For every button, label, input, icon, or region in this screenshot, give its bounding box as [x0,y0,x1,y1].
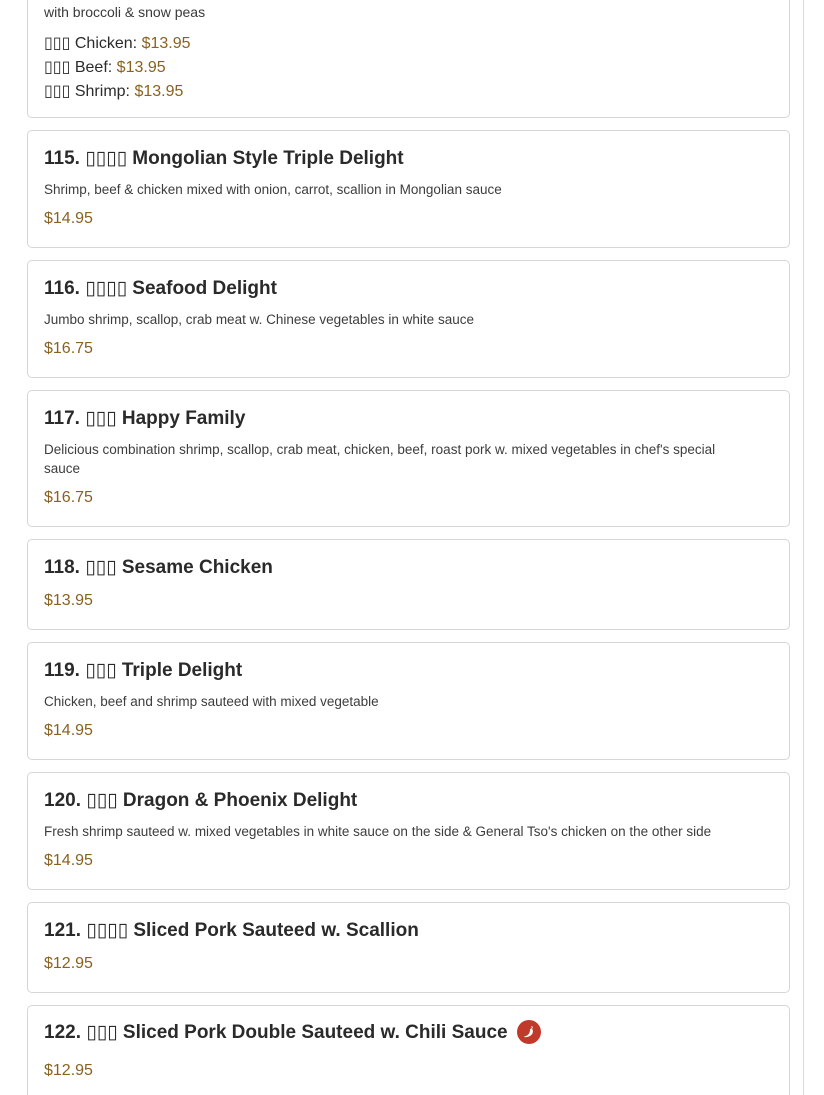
item-description: with broccoli & snow peas [44,4,206,20]
menu-item-card[interactable] [27,902,790,993]
item-title: 122. ▯▯▯ Sliced Pork Double Sauteed w. Chili Sauce [44,1021,508,1043]
item-title-row [44,1020,541,1044]
option-chicken[interactable] [44,33,191,53]
item-description: Chicken, beef and shrimp sauteed with mixed vegetable [44,694,379,709]
menu-item-card[interactable] [27,1005,790,1095]
item-title: 120. ▯▯▯ Dragon & Phoenix Delight [44,790,358,811]
menu-item-card[interactable] [27,390,790,527]
option-label: ▯▯▯ Shrimp: [44,83,130,100]
menu-item-card[interactable] [27,0,790,118]
option-beef[interactable] [44,57,166,77]
item-title: 115. ▯▯▯▯ Mongolian Style Triple Delight [44,148,404,169]
item-title: 119. ▯▯▯ Triple Delight [44,660,243,681]
option-price: $13.95 [116,59,166,76]
option-price: $13.95 [141,35,191,52]
menu-item-card[interactable] [27,260,790,378]
option-label: ▯▯▯ Chicken: [44,35,138,52]
menu-item-card[interactable] [27,130,790,248]
option-label: ▯▯▯ Beef: [44,59,113,76]
item-description: Shrimp, beef & chicken mixed with onion, carrot, scallion in Mongolian sauce [44,182,502,197]
item-price: $12.95 [44,955,93,972]
item-title: 121. ▯▯▯▯ Sliced Pork Sauteed w. Scallion [44,920,419,941]
item-price: $16.75 [44,340,93,357]
option-shrimp[interactable] [44,81,183,101]
chili-pepper-icon [517,1020,541,1044]
item-description: Delicious combination shrimp, scallop, crab meat, chicken, beef, roast pork w. mixed vegetables in chef's special sauce [44,442,716,476]
item-title: 116. ▯▯▯▯ Seafood Delight [44,278,277,299]
item-price: $14.95 [44,210,93,227]
item-title: 117. ▯▯▯ Happy Family [44,408,246,429]
item-price: $14.95 [44,722,93,739]
menu-item-card[interactable] [27,539,790,630]
item-price: $13.95 [44,592,93,609]
page-divider [803,0,804,1095]
item-title: 118. ▯▯▯ Sesame Chicken [44,557,273,578]
menu-item-card[interactable] [27,642,790,760]
item-price: $12.95 [44,1062,93,1079]
option-price: $13.95 [134,83,184,100]
item-price: $16.75 [44,489,93,506]
menu-item-card[interactable] [27,772,790,890]
item-price: $14.95 [44,852,93,869]
item-description: Jumbo shrimp, scallop, crab meat w. Chinese vegetables in white sauce [44,312,474,327]
item-description: Fresh shrimp sauteed w. mixed vegetables in white sauce on the side & General Tso's chicken on the other side [44,824,712,839]
